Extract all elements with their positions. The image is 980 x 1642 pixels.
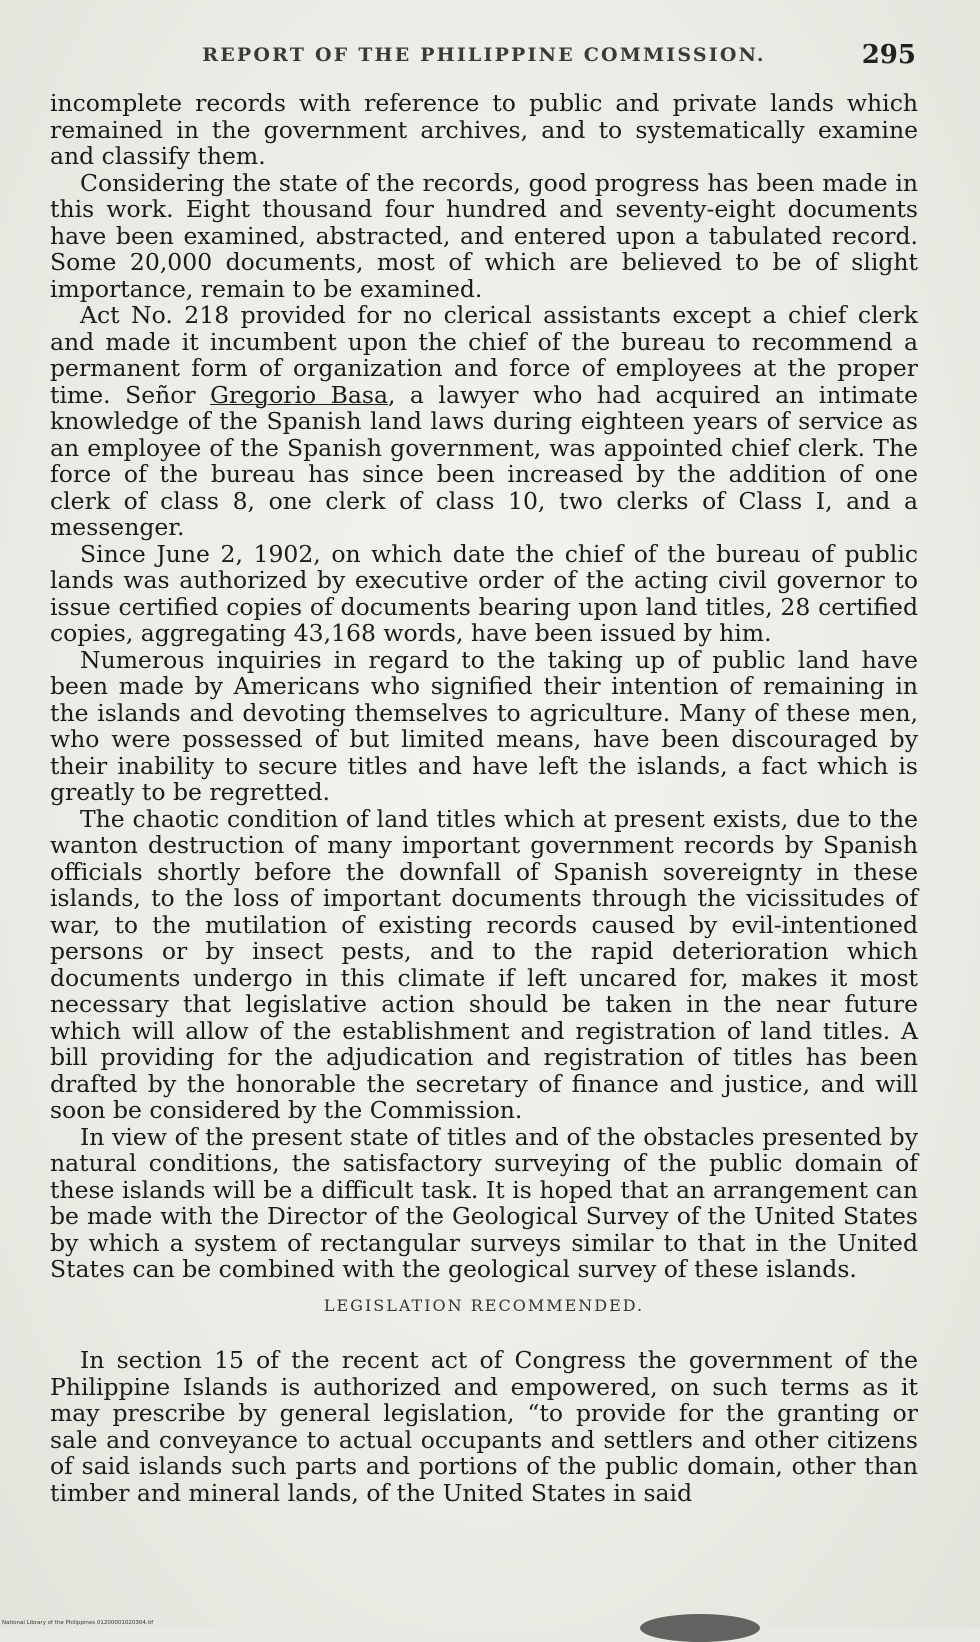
paragraph-3-before: Act No. 218 provided for no clerical assistants except a chief clerk and made it incumbent upon the chief of the bureau to recommend a permanent form of organization and force of employees at the proper time. Señor [50, 301, 918, 409]
body-text [50, 90, 918, 1506]
paragraph-7: In view of the present state of titles and of the obstacles presented by natural conditions, the satisfactory surveying of the public domain of these islands will be a difficult task. It is hoped that an arrangement can be made with the Director of the Geological Survey of the United States by which a system of rectangular surveys similar to that in the United States can be combined with the geological survey of these islands. [50, 1122, 918, 1283]
paragraph-3 [50, 302, 918, 541]
paragraph-4: Since June 2, 1902, on which date the chief of the bureau of public lands was authorized by executive order of the acting civil governor to issue certified copies of documents bearing upon land titles, 28 certified copies, aggregating 43,168 words, have been issued by him. [50, 539, 918, 647]
paragraph-2: Considering the state of the records, good progress has been made in this work. Eight thousand four hundred and seventy-eight documents have been examined, abstracted, and entered upon a tabulated record. Some 20,000 documents, most of which are believed to be of slight importance, remain to be examined. [50, 168, 918, 303]
page-header [52, 40, 916, 74]
page-number: 295 [861, 40, 916, 70]
running-head: REPORT OF THE PHILIPPINE COMMISSION. [202, 44, 766, 66]
scan-source-note: National Library of the Philippines 01200001020304.tif [2, 1620, 154, 1626]
paragraph-3-after: , a lawyer who had acquired an intimate knowledge of the Spanish land laws during eighteen years of service as an employee of the Spanish government, was appointed chief clerk. The force of the bureau has since been increased by the addition of one clerk of class 8, one clerk of class 10, two clerks of Class I, and a messenger. [50, 380, 918, 541]
section-heading: LEGISLATION RECOMMENDED. [323, 1295, 645, 1315]
scan-edge-shadow [640, 1614, 760, 1642]
paragraph-6: The chaotic condition of land titles which at present exists, due to the wanton destruction of many important government records by Spanish officials shortly before the downfall of Spanish sovereignty in these islands, to the loss of important documents through the vicissitudes of war, to the mutilation of existing records caused by evil-intentioned persons or by insect pests, and to the rapid deterioration which documents undergo in this climate if left uncared for, makes it most necessary that legislative action should be taken in the near future which will allow of the establishment and registration of land titles. A bill providing for the adjudication and registration of titles has been drafted by the honorable the secretary of finance and justice, and will soon be considered by the Commission. [50, 804, 918, 1124]
paragraph-8: In section 15 of the recent act of Congress the government of the Philippine Islands is authorized and empowered, on such terms as it may prescribe by general legislation, “to provide for the granting or sale and conveyance to actual occupants and settlers and other citizens of said islands such parts and portions of the public domain, other than timber and mineral lands, of the United States in said [50, 1346, 918, 1507]
paragraph-1: incomplete records with reference to public and private lands which remained in the government archives, and to systematically examine and classify them. [50, 89, 918, 170]
paragraph-5: Numerous inquiries in regard to the taking up of public land have been made by Americans who signified their intention of remaining in the islands and devoting themselves to agriculture. Many of these men, who were possessed of but limited means, have been discouraged by their inability to secure titles and have left the islands, a fact which is greatly to be regretted. [50, 645, 918, 806]
underlined-name: Gregorio Basa [210, 380, 388, 409]
